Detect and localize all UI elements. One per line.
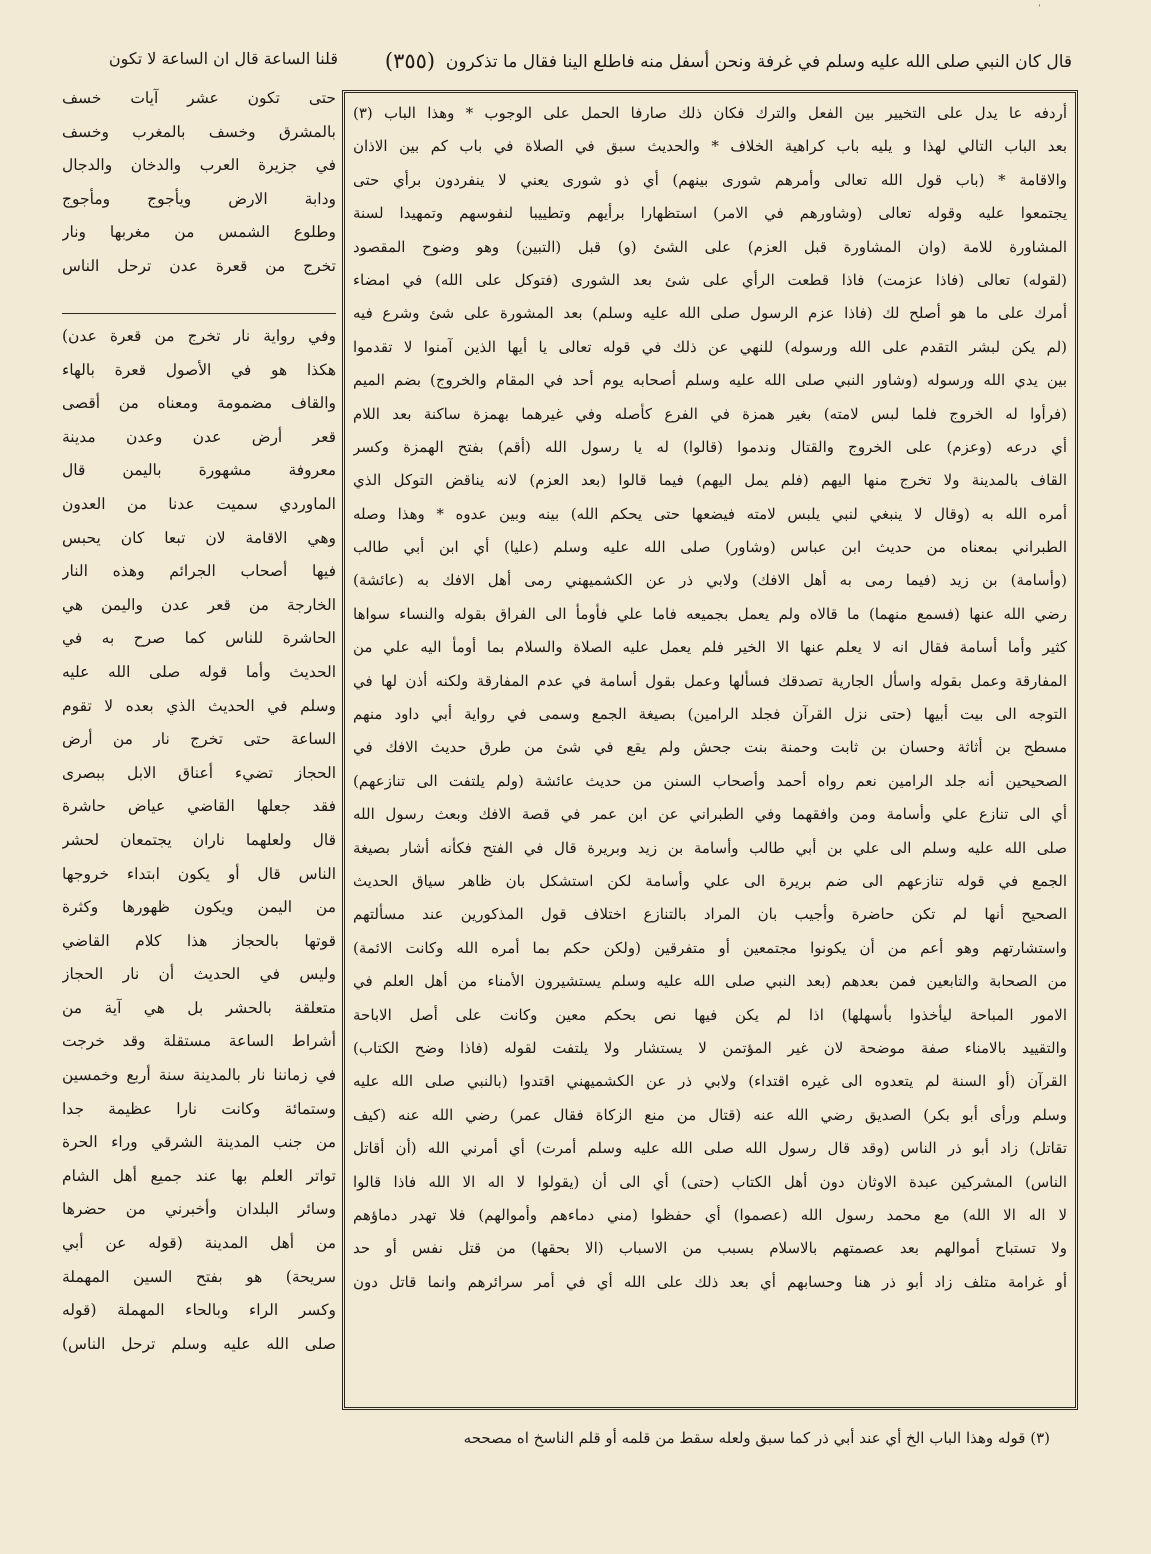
text-line: والتقييد بالامناء صفة موضحة لان غير المؤتمن لا يستشار ولا يلتفت لقوله (فاذا وضح الكتاب) [353, 1038, 1067, 1057]
text-line: (وأسامة) بن زيد (فيما رمى به أهل الافك) ولابي ذر عن الكشميهني رمى أهل الافك به (عائشة) [353, 571, 1067, 590]
text-line: مسطح بن أثاثة وحسان بن ثابت وحمنة بنت جحش ولم يقع في شئ من طرق حديث الافك في [353, 738, 1067, 757]
text-line: (لم يكن لبشر التقدم على الله ورسوله) للنهي عن ذلك في قوله تعالى يا أيها الذين آمنوا لا تقدموا [353, 337, 1067, 356]
margin-line: معروفة مشهورة باليمن قال [62, 461, 336, 480]
side-column-header: قلنا الساعة قال ان الساعة لا تكون [108, 49, 338, 68]
footnote: (٣) قوله وهذا الباب الخ أي عند أبي ذر كما سبق ولعله سقط من قلمه أو قلم الناسخ اه مصححه [463, 1429, 1050, 1447]
running-header: قال كان النبي صلى الله عليه وسلم في غرفة ونحن أسفل منه فاطلع الينا فقال ما تذكرون [445, 52, 1072, 72]
page-number: (٣٥٥) [384, 49, 436, 73]
margin-line: بالمشرق وخسف بالمغرب وخسف [62, 122, 336, 141]
text-line: من الصحابة والتابعين فمن بعدهم (بعد النبي صلى الله عليه وسلم يستشيرون الأمناء من أهل العلم في [353, 972, 1067, 991]
margin-commentary-bottom [62, 320, 336, 1361]
text-line: الصحيحين أنه جلد الرامين نعم رواه أحمد وأصحاب السنن من حديث عائشة (ولم يلتفت الى تنازعهم) [353, 771, 1067, 790]
margin-line: سريحة) هو بفتح السين المهملة [62, 1267, 336, 1286]
text-line: أمرك على ما هو أصلح لك (فاذا عزم الرسول صلى الله عليه وسلم) بعد المشورة على شئ وشرع فيه [353, 304, 1067, 323]
text-line: أمره الله به (وقال لا ينبغي لنبي يلبس لامته فيضعها حتى يحكم الله) بينه وبين عدوه * وهذا وصله [353, 504, 1067, 523]
text-line: الناس) المشركين عبدة الاوثان دون أهل الكتاب (حتى) أي الى أن (يقولوا لا اله الا الله فاذا قالوا [353, 1172, 1067, 1191]
text-line: أي درعه (وعزم) على الخروج والقتال وندموا (قالوا) له يا رسول الله (أقم) بفتح الهمزة وكسر [353, 437, 1067, 456]
margin-line: فيها أصحاب الجرائم وهذه النار [62, 562, 336, 581]
margin-line: وهي الاقامة لان تبعا كان يحبس [62, 528, 336, 547]
main-text-body [353, 97, 1067, 1403]
margin-line: فقد جعلها القاضي عياض حاشرة [62, 797, 336, 816]
text-line: المفارقة وعمل بقوله واسأل الجارية تصدقك فسألها وعمل بقول أسامة في عدم المفارقة ولكنه أذن لها في [353, 671, 1067, 690]
text-line: بين يدي الله ورسوله (وشاور النبي صلى الله عليه وسلم أصحابه يوم أحد في المقام والخروج) بضم الميم [353, 371, 1067, 390]
text-line: المشاورة للامة (وان المشاورة قبل العزم) على الشئ (و) قبل (التبين) وهو وضوح المقصود [353, 237, 1067, 256]
margin-line: في زماننا نار بالمدينة سنة أربع وخمسين [62, 1066, 336, 1085]
text-line: يجتمعوا عليه وقوله تعالى (وشاورهم في الامر) استظهارا برأيهم وتطييبا لنفوسهم وتمهيدا لسنة [353, 204, 1067, 223]
margin-line: الساعة حتى تخرج نار من أرض [62, 730, 336, 749]
text-line: التوجه الى بيت أبيها (حتى نزل القرآن فجلد الرامين) بصيغة الجمع وسمى في رواية أبي داود منهم [353, 705, 1067, 724]
margin-line: صلى الله عليه وسلم ترحل الناس) [62, 1334, 336, 1353]
margin-line: في جزيرة العرب والدخان والدجال [62, 156, 336, 175]
text-line: ولا تستباح أموالهم بعد عصمتهم بالاسلام بسبب من الاسباب (الا بحقها) من قتل نفس أو حد [353, 1239, 1067, 1258]
margin-line: الناس قال أو يكون ابتداء خروجها [62, 864, 336, 883]
margin-line: الحاشرة للناس كما صرح به في [62, 629, 336, 648]
margin-line: قوتها بالحجاز هذا كلام القاضي [62, 931, 336, 950]
margin-line: متعلقة بالحشر بل هي آية من [62, 998, 336, 1017]
text-line: أو غرامة متلف زاد أبو ذر هنا وحسابهم أي بعد ذلك على الله أي في أمر سرائرهم وانما قاتل دون [353, 1272, 1067, 1291]
margin-line: وسلم في الحديث الذي بعده لا تقوم [62, 696, 336, 715]
corner-mark: ٬ [1038, 4, 1041, 14]
text-line: وسلم ورأى أبو بكر) الصديق رضي الله عنه (قتال من منع الزكاة فقال عمر) رضي الله عنه (كيف [353, 1105, 1067, 1124]
text-line: والاقامة * (باب قول الله تعالى وأمرهم شورى بينهم) أي ذو شورى يعني لا ينفردون برأي حتى [353, 170, 1067, 189]
margin-line: وستمائة وكانت نارا عظيمة جدا [62, 1099, 336, 1118]
margin-line: وفي رواية نار تخرج من قعرة عدن) [62, 327, 336, 345]
margin-line: ودابة الارض ويأجوج ومأجوج [62, 189, 336, 208]
margin-line: الماوردي سميت عدنا من العدون [62, 494, 336, 513]
text-line: الصحيح أنها لم تكن حاضرة وأجيب بان المراد بالتنازع اختلاف قول المذكورين عند مسألتهم [353, 905, 1067, 924]
margin-line: الحديث وأما قوله صلى الله عليه [62, 662, 336, 681]
text-line: القاف بالمدينة ولا تخرج منها اليهم (فلم يمل اليهم) فيما قالوا (بعد العزم) لانه يناقض التوكل الذي [353, 471, 1067, 490]
text-line: الطبراني بمعناه من حديث ابن عباس (وشاور) صلى الله عليه وسلم (عليا) أي ابن أبي طالب [353, 538, 1067, 557]
text-line: تقاتل) زاد أبو ذر الناس (وقد قال رسول الله صلى الله عليه وسلم أمرت) أي أمرني الله (أن أقاتل [353, 1139, 1067, 1158]
text-line: الجمع في قوله تنازعهم الى ضم بريرة الى علي وأسامة لكن استشكل بان ظاهر سياق الحديث [353, 871, 1067, 890]
margin-line: تخرج من قعرة عدن ترحل الناس [62, 256, 336, 275]
text-line: أردفه عا يدل على التخيير بين الفعل والترك فكان ذلك صارفا الحمل على الوجوب * وهذا الباب (٣) [353, 104, 1067, 122]
margin-line: تواتر العلم بها عند جميع أهل الشام [62, 1166, 336, 1185]
text-line: (فرأوا له الخروج فلما لبس لامته) بغير همزة في الفرع كأصله وفي غيرهما بهمزة ساكنة بعد اللام [353, 404, 1067, 423]
text-line: بعد الباب التالي لهذا و يليه باب كراهية الخلاف * والحديث سبق في الصلاة في باب كم بين الاذان [353, 137, 1067, 156]
margin-line: من أهل المدينة (قوله عن أبي [62, 1234, 336, 1253]
text-line: واستشارتهم وهو أعم من أن يكونوا مجتمعين أو متفرقين (ولكن حكم بما أمره الله وكانت الائمة) [353, 938, 1067, 957]
margin-line: أشراط الساعة مستقلة وقد خرجت [62, 1032, 336, 1051]
main-text-frame [342, 90, 1078, 1410]
margin-line: وكسر الراء وبالحاء المهملة (قوله [62, 1301, 336, 1320]
margin-divider-rule [62, 313, 336, 314]
text-line: صلى الله عليه وسلم الى علي بن أبي طالب وأسامة بن زيد وبريرة قال في الفتح فكأنه أشار بصيغة [353, 838, 1067, 857]
margin-line: من اليمن ويكون ظهورها وكثرة [62, 898, 336, 917]
text-line: (لقوله) تعالى (فاذا عزمت) فاذا قطعت الرأي على شئ بعد الشورى (فتوكل على الله) في امضاء [353, 270, 1067, 289]
margin-line: من جنب المدينة الشرقي وراء الحرة [62, 1133, 336, 1152]
margin-line: هكذا هو في الأصول قعرة بالهاء [62, 360, 336, 379]
margin-line: وسائر البلدان وأخبرني من حضرها [62, 1200, 336, 1219]
text-line: رضي الله عنها (فسمع منهما) ما قالاه ولم يعمل بجميعه فاما علي فأومأ الى الفراق بقوله والنساء سواها [353, 604, 1067, 623]
margin-line: قعر أرض عدن وعدن مدينة [62, 427, 336, 446]
margin-commentary-top [62, 82, 336, 284]
margin-line: والقاف مضمومة ومعناه من أقصى [62, 394, 336, 413]
margin-line: حتى تكون عشر آيات خسف [62, 89, 336, 107]
text-line: الامور المباحة ليأخذوا بأسهلها) اذا لم يكن فيها نص بحكم معين وكانت على أصل الاباحة [353, 1005, 1067, 1024]
text-line: لا اله الا الله) مع محمد رسول الله (عصموا) أي حفظوا (مني دماءهم وأموالهم) فلا تهدر دماؤهم [353, 1205, 1067, 1224]
text-line: أي الى تنازع علي وأسامة ومن وافقهما وفي الطبراني عن ابن عمر في قصة الافك وبعث رسول الله [353, 805, 1067, 824]
margin-commentary-column [62, 82, 336, 1462]
margin-line: وليس في الحديث أن نار الحجاز [62, 965, 336, 984]
margin-line: الحجاز تضيء أعناق الابل ببصرى [62, 763, 336, 782]
margin-line: وطلوع الشمس من مغربها ونار [62, 223, 336, 242]
text-line: القرآن (أو السنة لم يتعدوه الى غيره اقتداء) ولابي ذر عن الكشميهني اقتدوا (بالنبي صلى الله عليه [353, 1072, 1067, 1091]
text-line: كثير وأما أسامة فقال انه لا يعلم عنها الا الخير فلم يعمل عليه الصلاة والسلام بما أومأ اليه علي من [353, 638, 1067, 657]
margin-line: الخارجة من قعر عدن واليمن هي [62, 595, 336, 614]
margin-line: قال ولعلهما ناران يجتمعان لحشر [62, 830, 336, 849]
